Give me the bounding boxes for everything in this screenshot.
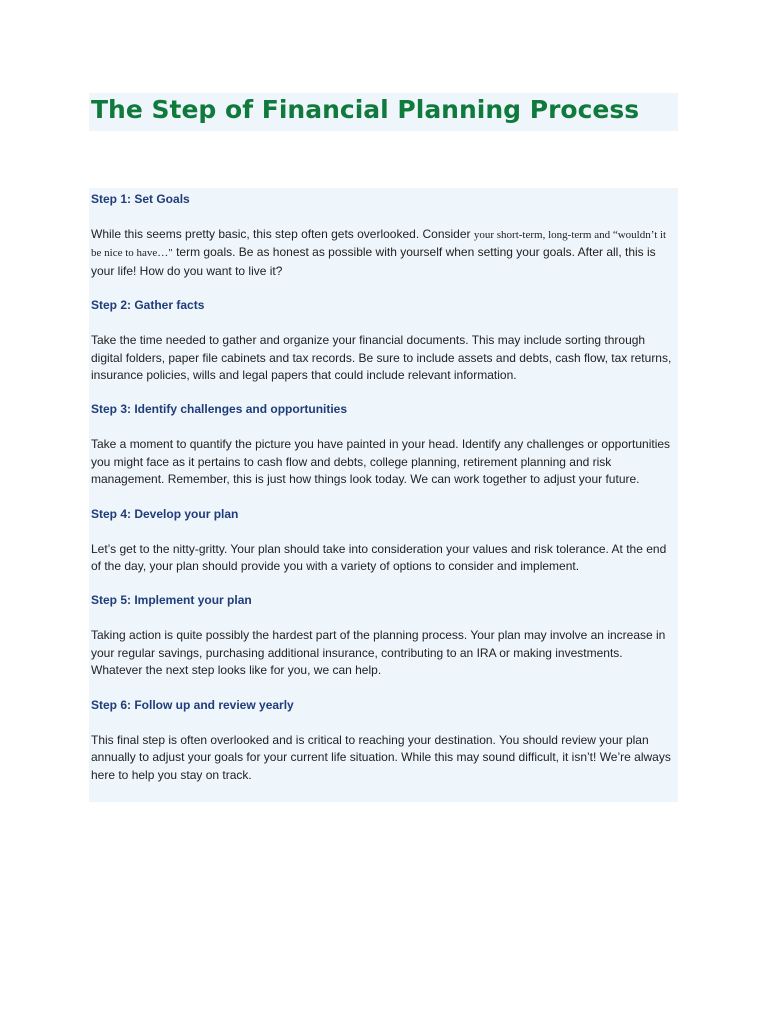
step-4-heading: Step 4: Develop your plan bbox=[91, 506, 239, 521]
step-1-body-prefix: While this seems pretty basic, this step often gets overlooked. Consider bbox=[91, 227, 474, 241]
steps-content bbox=[91, 191, 677, 784]
step-1-body bbox=[91, 226, 677, 280]
step-4 bbox=[91, 506, 677, 593]
step-1-body-suffix: term goals. Be as honest as possible with yourself when setting your goals. After all, this is your life! How do you want to live it? bbox=[91, 245, 656, 278]
step-1-heading: Step 1: Set Goals bbox=[91, 192, 190, 206]
step-6-body: This final step is often overlooked and is critical to reaching your destination. You should review your plan annually to adjust your goals for your current life situation. While this may sound difficult, it isn’t! We’re always here to help you stay on track. bbox=[91, 732, 671, 782]
step-2 bbox=[91, 297, 677, 401]
step-1 bbox=[91, 191, 677, 297]
step-3 bbox=[91, 401, 677, 505]
step-2-body: Take the time needed to gather and organize your financial documents. This may include sorting through digital folders, paper file cabinets and tax records. Be sure to include assets and debts, cash flow, tax returns, insurance policies, wills and legal papers that could include relevant information. bbox=[91, 333, 672, 383]
step-2-heading: Step 2: Gather facts bbox=[91, 298, 205, 313]
page-title: The Step of Financial Planning Process bbox=[91, 95, 640, 124]
step-3-heading: Step 3: Identify challenges and opportunities bbox=[91, 402, 348, 417]
step-1-body-serif: your short-term, long-term and “wouldn’t it be nice to have…" bbox=[91, 229, 667, 260]
step-3-body: Take a moment to quantify the picture you have painted in your head. Identify any challenges or opportunities you might face as it pertains to cash flow and debts, college planning, retirement planning and risk management. Remember, this is just how things look today. We can work together to adjust your future. bbox=[91, 437, 671, 487]
step-5-heading: Step 5: Implement your plan bbox=[91, 593, 252, 608]
step-4-body: Let’s get to the nitty-gritty. Your plan should take into consideration your values and risk tolerance. At the end of the day, your plan should provide you with a variety of options to consider and implement. bbox=[91, 541, 667, 574]
step-5 bbox=[91, 592, 677, 696]
step-6-heading: Step 6: Follow up and review yearly bbox=[91, 697, 294, 712]
step-5-body: Taking action is quite possibly the hardest part of the planning process. Your plan may involve an increase in your regular savings, purchasing additional insurance, contributing to an IRA or making investments. Whatever the next step looks like for you, we can help. bbox=[91, 628, 666, 678]
step-6 bbox=[91, 697, 677, 784]
